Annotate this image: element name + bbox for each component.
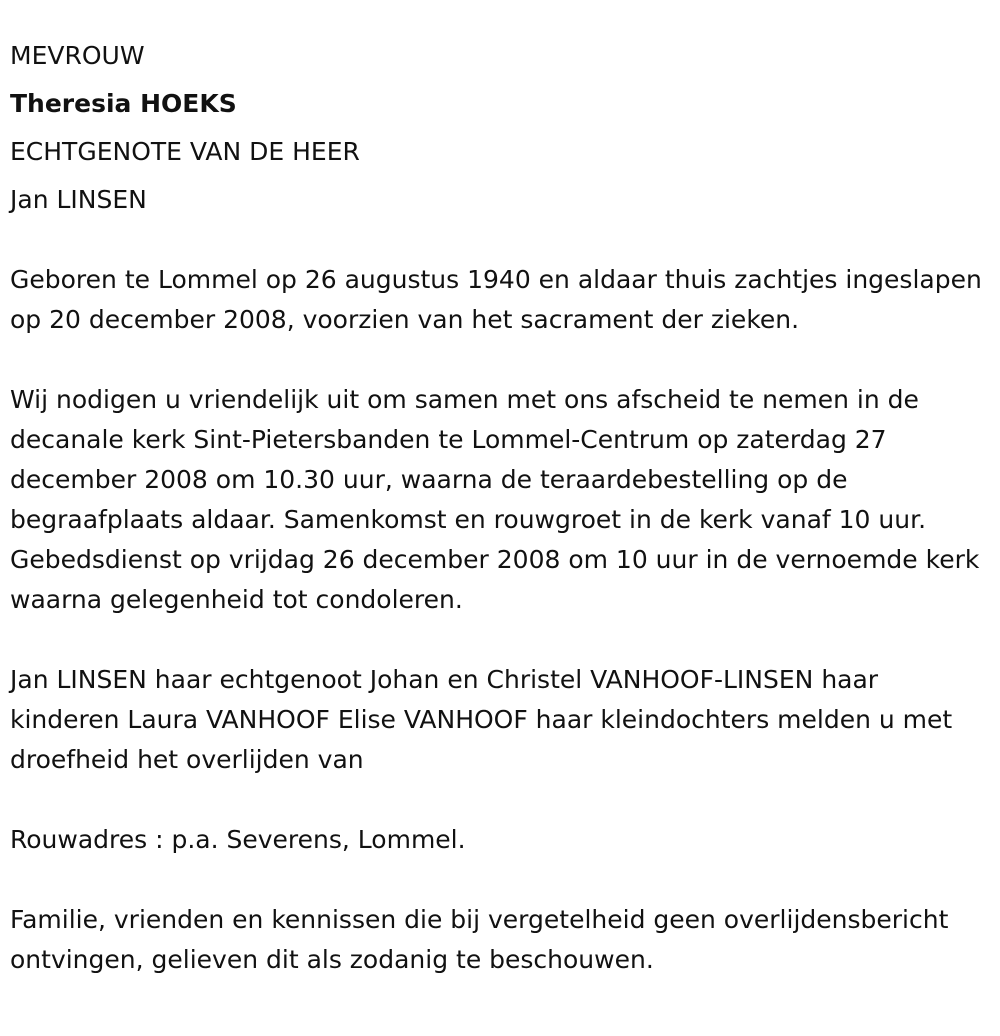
ceremony-paragraph: Wij nodigen u vriendelijk uit om samen met ons afscheid te nemen in de decanale kerk Sint-Pietersbanden te Lommel-Centrum op zaterdag 27 december 2008 om 10.30 uur, waarna de teraardebestelling op de begraafplaats aldaar. Samenkomst en rouwgroet in de kerk vanaf 10 uur. Gebedsdienst op vrijdag 26 december 2008 om 10 uur in de vernoemde kerk waarna gelegenheid tot condoleren.: [10, 385, 980, 614]
deceased-header: [10, 0, 1000, 224]
title-prefix: MEVROUW: [10, 41, 145, 70]
birth-death-paragraph: Geboren te Lommel op 26 augustus 1940 en aldaar thuis zachtjes ingeslapen op 20 december 2008, voorzien van het sacrament der zieken.: [10, 265, 982, 334]
relation-label: ECHTGENOTE VAN DE HEER: [10, 137, 360, 166]
mourning-address: Rouwadres : p.a. Severens, Lommel.: [10, 825, 466, 854]
deceased-name: Theresia HOEKS: [10, 89, 237, 118]
spouse-name: Jan LINSEN: [10, 185, 147, 214]
family-paragraph: Jan LINSEN haar echtgenoot Johan en Christel VANHOOF-LINSEN haar kinderen Laura VANHOOF Elise VANHOOF haar kleindochters melden u met droefheid het overlijden van: [10, 665, 953, 774]
notice-paragraph: Familie, vrienden en kennissen die bij vergetelheid geen overlijdensbericht ontvingen, gelieven dit als zodanig te beschouwen.: [10, 905, 949, 974]
